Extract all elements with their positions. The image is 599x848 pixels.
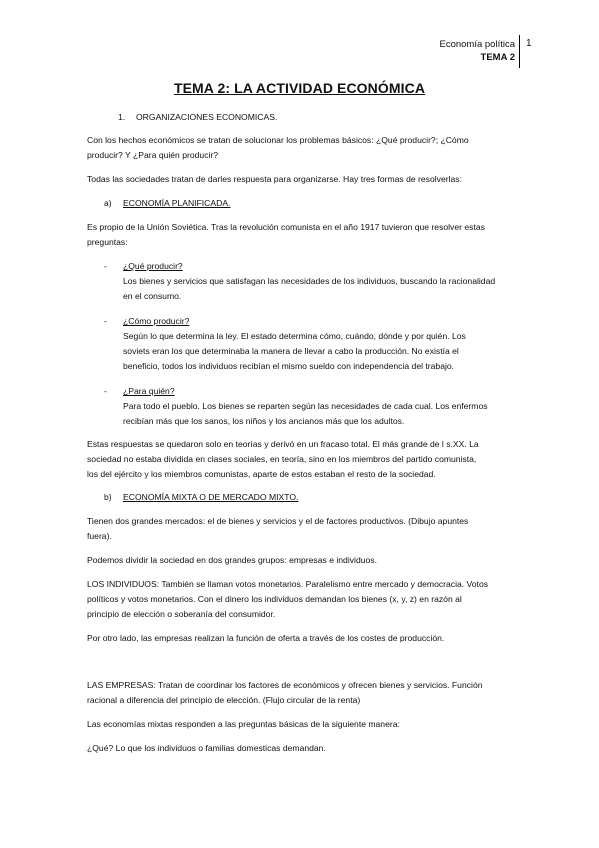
paragraph-line: Tienen dos grandes mercados: el de bienes y servicios y el de factores productivos. (Dibujo apuntes	[87, 516, 469, 526]
page-number: 1	[526, 38, 532, 49]
question-line: Según lo que determina la ley. El estado determina cómo, cuándo, dónde y por quién. Los	[123, 331, 466, 341]
paragraph-line: los del ejército y los miembros comunistas, aparte de estos estaban el resto de la sociedad.	[87, 469, 436, 479]
paragraph-line: principio de elección o soberanía del consumidor.	[87, 609, 276, 619]
paragraph-line: LAS EMPRESAS: Tratan de coordinar los factores de económicos y ofrecen bienes y servicios. Función	[87, 680, 483, 690]
paragraph-line: ¿Qué? Lo que los individuos o familias domesticas demandan.	[87, 743, 326, 753]
question-line: Los bienes y servicios que satisfagan las necesidades de los individuos, buscando la racionalidad	[123, 276, 496, 286]
paragraph-line: Las economías mixtas responden a las preguntas básicas de la siguiente manera:	[87, 719, 400, 729]
question-line: Para todo el pueblo. Los bienes se reparten según las necesidades de cada cual. Los enfermos	[123, 401, 488, 411]
subsection-heading: ECONOMÍA PLANIFICADA.	[123, 198, 231, 208]
header-divider	[519, 35, 520, 68]
paragraph-line: Es propio de la Unión Soviética. Tras la revolución comunista en el año 1917 tuvieron que resolver estas	[87, 222, 485, 232]
paragraph-line: Con los hechos económicos se tratan de solucionar los problemas básicos: ¿Qué producir?; ¿Cómo	[87, 135, 469, 145]
subsection-heading: ECONOMÍA MIXTA O DE MERCADO MIXTO.	[123, 492, 299, 502]
paragraph-line: LOS INDIVIDUOS: También se llaman votos monetarios. Paralelismo entre mercado y democracia. Votos	[87, 579, 489, 589]
section-heading: ORGANIZACIONES ECONOMICAS.	[136, 112, 278, 122]
question-line: recibían más que los sanos, los niños y los ancianos más que los adultos.	[123, 416, 405, 426]
bullet-dash: -	[104, 386, 107, 396]
question-line: soviets eran los que determinaba la manera de llevar a cabo la producción. No existía el	[123, 346, 459, 356]
paragraph-line: Podemos dividir la sociedad en dos grandes grupos: empresas e individuos.	[87, 555, 377, 565]
paragraph-line: fuera).	[87, 531, 112, 541]
subsection-letter: b)	[104, 492, 112, 502]
question-line: beneficio, todos los individuos recibían el mismo sueldo con independencia del trabajo.	[123, 361, 455, 371]
paragraph-line: Por otro lado, las empresas realizan la función de oferta a través de los costes de producción.	[87, 633, 445, 643]
question-heading: ¿Para quién?	[123, 386, 175, 396]
question-heading: ¿Cómo producir?	[123, 316, 190, 326]
paragraph-line: producir? Y ¿Para quién producir?	[87, 150, 219, 160]
paragraph-line: políticos y votos monetarios. Con el dinero los individuos demandan los bienes (x, y, z) en razón al	[87, 594, 462, 604]
header-topic: TEMA 2	[480, 52, 515, 63]
header-subject: Economía política	[439, 39, 515, 50]
subsection-letter: a)	[104, 198, 112, 208]
bullet-dash: -	[104, 316, 107, 326]
paragraph-line: Estas respuestas se quedaron solo en teorías y derivó en un fracaso total. El más grande de l s.XX. La	[87, 439, 479, 449]
question-line: en el consumo.	[123, 291, 182, 301]
running-header	[439, 38, 515, 64]
page-title: TEMA 2: LA ACTIVIDAD ECONÓMICA	[173, 80, 426, 96]
paragraph-line: sociedad no estaba dividida en clases sociales, en teoría, sino en los miembros del partido comunista,	[87, 454, 477, 464]
question-heading: ¿Qué producir?	[123, 261, 183, 271]
bullet-dash: -	[104, 261, 107, 271]
paragraph-line: Todas las sociedades tratan de darles respuesta para organizarse. Hay tres formas de resolverlas:	[87, 174, 462, 184]
paragraph-line: preguntas:	[87, 237, 128, 247]
section-number: 1.	[118, 112, 126, 122]
paragraph-line: racional a diferencia del principio de elección. (Flujo circular de la renta)	[87, 695, 361, 705]
